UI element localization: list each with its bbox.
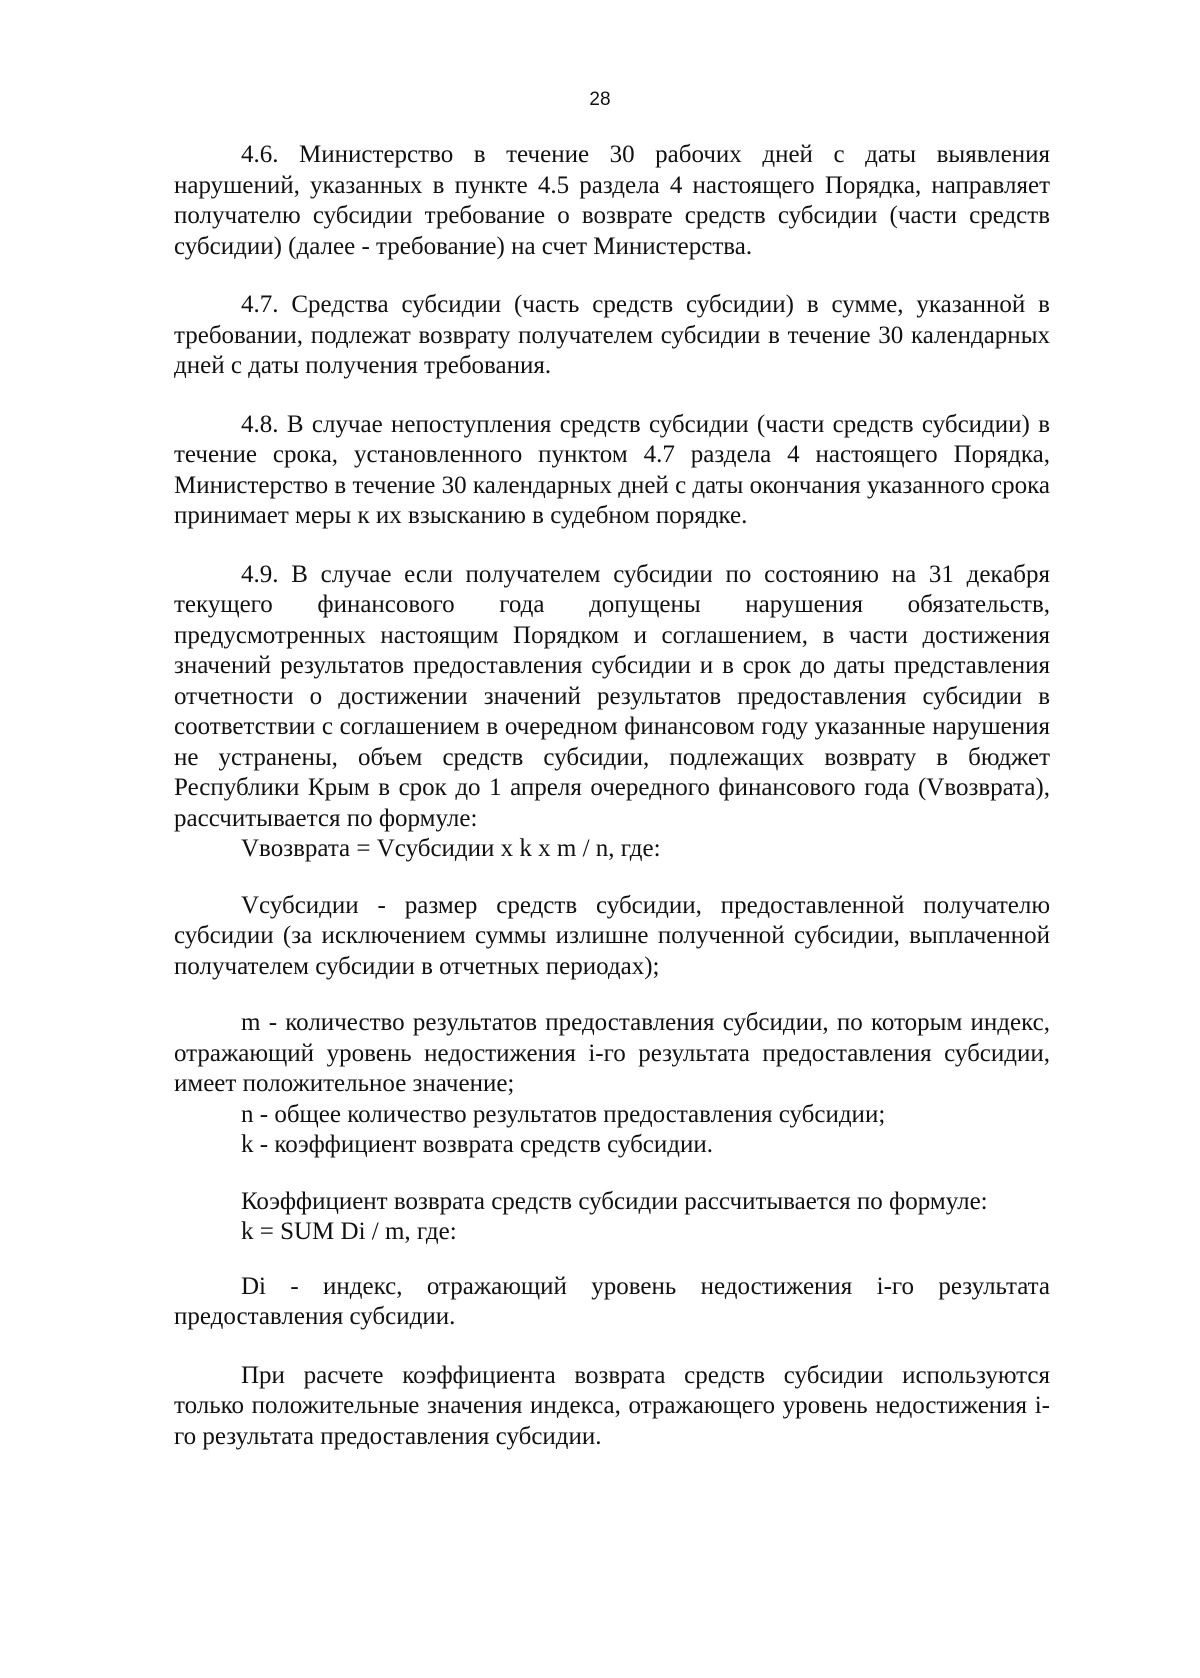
paragraph-4-8: 4.8. В случае непоступления средств субсидии (части средств субсидии) в течение срока, установленного пунктом 4.7 раздела 4 настоящего Порядка, Министерство в течение 30 календарных дней с даты окончания указанного срока принимает меры к их взысканию в судебном порядке.: [174, 410, 1050, 529]
formula-k: k = SUM Di / m, где:: [241, 1218, 457, 1245]
definition-di: Di - индекс, отражающий уровень недостижения i-го результата предоставления субсидии.: [174, 1272, 1050, 1330]
paragraph-4-6: 4.6. Министерство в течение 30 рабочих дней с даты выявления нарушений, указанных в пункте 4.5 раздела 4 настоящего Порядка, направляет получателю субсидии требование о возврате средств субсидии (части средств субсидии) (далее - требование) на счет Министерства.: [174, 141, 1050, 260]
definition-k: k - коэффициент возврата средств субсидии.: [241, 1131, 713, 1158]
definition-v-subsidy: Vсубсидии - размер средств субсидии, предоставленной получателю субсидии (за исключением суммы излишне полученной субсидии, выплаченной получателем субсидии в отчетных периодах);: [174, 891, 1050, 980]
formula-v-return: Vвозврата = Vсубсидии x k x m / n, где:: [241, 835, 661, 862]
definition-n: n - общее количество результатов предоставления субсидии;: [241, 1100, 886, 1128]
paragraph-final: При расчете коэффициента возврата средств субсидии используются только положительные значения индекса, отражающего уровень недостижения i-го результата предоставления субсидии.: [174, 1361, 1050, 1450]
paragraph-4-9: 4.9. В случае если получателем субсидии по состоянию на 31 декабря текущего финансового года допущены нарушения обязательств, предусмотренных настоящим Порядком и соглашением, в части достижения значений результатов предоставления субсидии и в срок до даты представления отчетности о достижении значений результатов предоставления субсидии в соответствии с соглашением в очередном финансовом году указанные нарушения не устранены, объем средств субсидии, подлежащих возврату в бюджет Республики Крым в срок до 1 апреля очередного финансового года (Vвозврата), рассчитывается по формуле:: [174, 560, 1050, 832]
definition-m: m - количество результатов предоставления субсидии, по которым индекс, отражающий уровень недостижения i-го результата предоставления субсидии, имеет положительное значение;: [174, 1009, 1050, 1097]
document-body: [174, 140, 1050, 1452]
page-number: 28: [589, 89, 611, 110]
paragraph-4-7: 4.7. Средства субсидии (часть средств субсидии) в сумме, указанной в требовании, подлежат возврату получателем субсидии в течение 30 календарных дней с даты получения требования.: [174, 291, 1050, 379]
k-coefficient-intro: Коэффициент возврата средств субсидии рассчитывается по формуле:: [241, 1187, 988, 1215]
